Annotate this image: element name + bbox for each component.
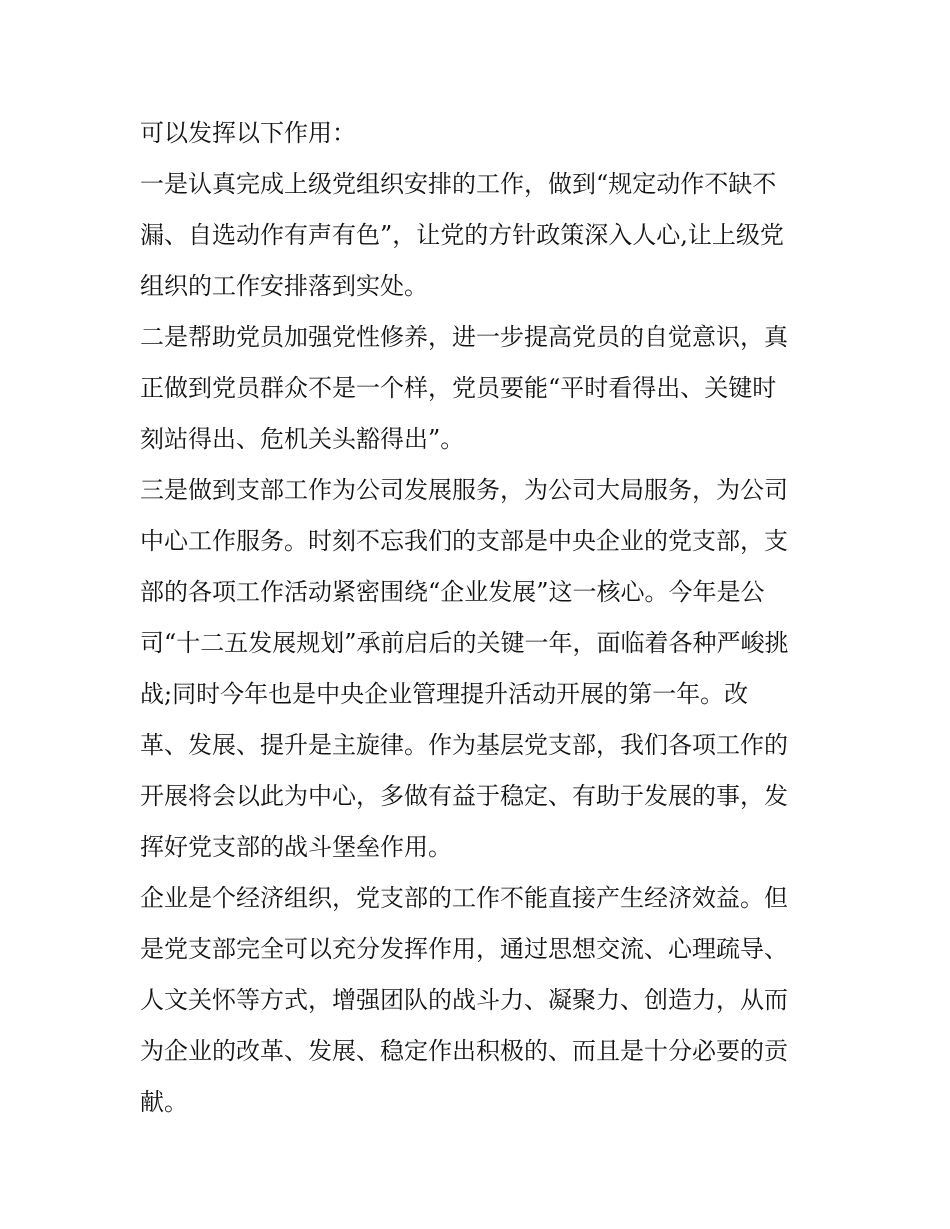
text-line: 人文关怀等方式，增强团队的战斗力、凝聚力、创造力，从而 [140,986,788,1014]
text-line: 司“十二五发展规划”承前启后的关键一年，面临着各种严峻挑 [140,629,789,657]
text-line: 战;同时今年也是中央企业管理提升活动开展的第一年。改 [140,680,749,708]
text-line: 开展将会以此为中心，多做有益于稳定、有助于发展的事，发 [140,782,788,810]
text-line: 企业是个经济组织，党支部的工作不能直接产生经济效益。但 [140,884,788,912]
text-line: 刻站得出、危机关头豁得出”。 [140,425,465,453]
text-line: 漏、自选动作有声有色”，让党的方针政策深入人心,让上级党 [140,221,784,249]
text-line: 献。 [140,1088,188,1116]
text-line: 革、发展、提升是主旋律。作为基层党支部，我们各项工作的 [140,731,788,759]
text-line: 一是认真完成上级党组织安排的工作，做到“规定动作不缺不 [140,170,777,198]
text-line: 组织的工作安排落到实处。 [140,272,428,300]
text-line: 中心工作服务。时刻不忘我们的支部是中央企业的党支部，支 [140,527,788,555]
text-line: 二是帮助党员加强党性修养，进一步提高党员的自觉意识，真 [140,323,788,351]
text-line: 部的各项工作活动紧密围绕“企业发展”这一核心。今年是公 [140,578,765,606]
text-line: 挥好党支部的战斗堡垒作用。 [140,833,452,861]
text-line: 是党支部完全可以充分发挥作用，通过思想交流、心理疏导、 [140,935,788,963]
text-line: 可以发挥以下作用： [140,119,356,147]
body-text [140,108,820,1128]
text-line: 为企业的改革、发展、稳定作出积极的、而且是十分必要的贡 [140,1037,788,1065]
text-line: 正做到党员群众不是一个样，党员要能“平时看得出、关键时 [140,374,777,402]
text-line: 三是做到支部工作为公司发展服务，为公司大局服务，为公司 [140,476,788,504]
